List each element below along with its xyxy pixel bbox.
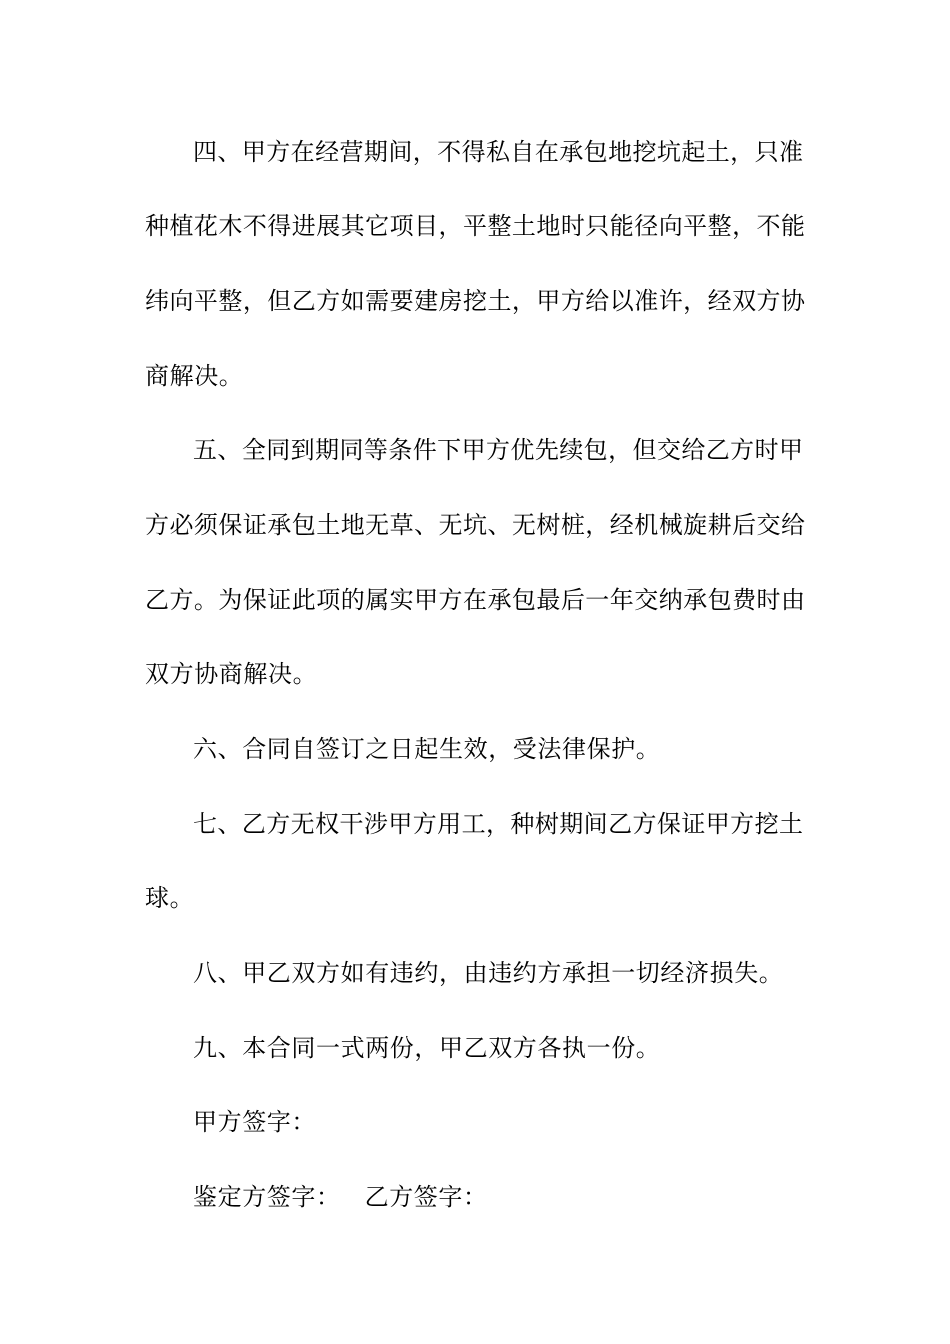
clause-4-line-3: 纬向平整，但乙方如需要建房挖土，甲方给以准许，经双方协 — [145, 287, 805, 315]
clause-5-line-3: 乙方。为保证此项的属实甲方在承包最后一年交纳承包费时由 — [145, 586, 805, 614]
clause-5-line-4: 双方协商解决。 — [145, 660, 318, 688]
clause-4-line-1: 四、甲方在经营期间，不得私自在承包地挖坑起土，只准 — [193, 138, 803, 166]
appraiser-signature-label: 鉴定方签字： — [193, 1183, 341, 1211]
clause-7-line-2: 球。 — [145, 884, 195, 912]
clause-8-line-1: 八、甲乙双方如有违约，由违约方承担一切经济损失。 — [193, 959, 784, 987]
clause-7-line-1: 七、乙方无权干涉甲方用工，种树期间乙方保证甲方挖土 — [193, 810, 803, 838]
clause-9-line-1: 九、本合同一式两份，甲乙双方各执一份。 — [193, 1034, 661, 1062]
party-a-signature-label: 甲方签字： — [193, 1108, 316, 1136]
signature-row — [193, 1182, 488, 1212]
clause-5-line-2: 方必须保证承包土地无草、无坑、无树桩，经机械旋耕后交给 — [145, 511, 805, 539]
clause-6-line-1: 六、合同自签订之日起生效，受法律保护。 — [193, 735, 661, 763]
clause-4-line-4: 商解决。 — [145, 362, 244, 390]
party-b-signature-label: 乙方签字： — [364, 1183, 488, 1211]
clause-5-line-1: 五、全同到期同等条件下甲方优先续包，但交给乙方时甲 — [193, 436, 803, 464]
clause-4-line-2: 种植花木不得进展其它项目，平整土地时只能径向平整，不能 — [145, 212, 805, 240]
